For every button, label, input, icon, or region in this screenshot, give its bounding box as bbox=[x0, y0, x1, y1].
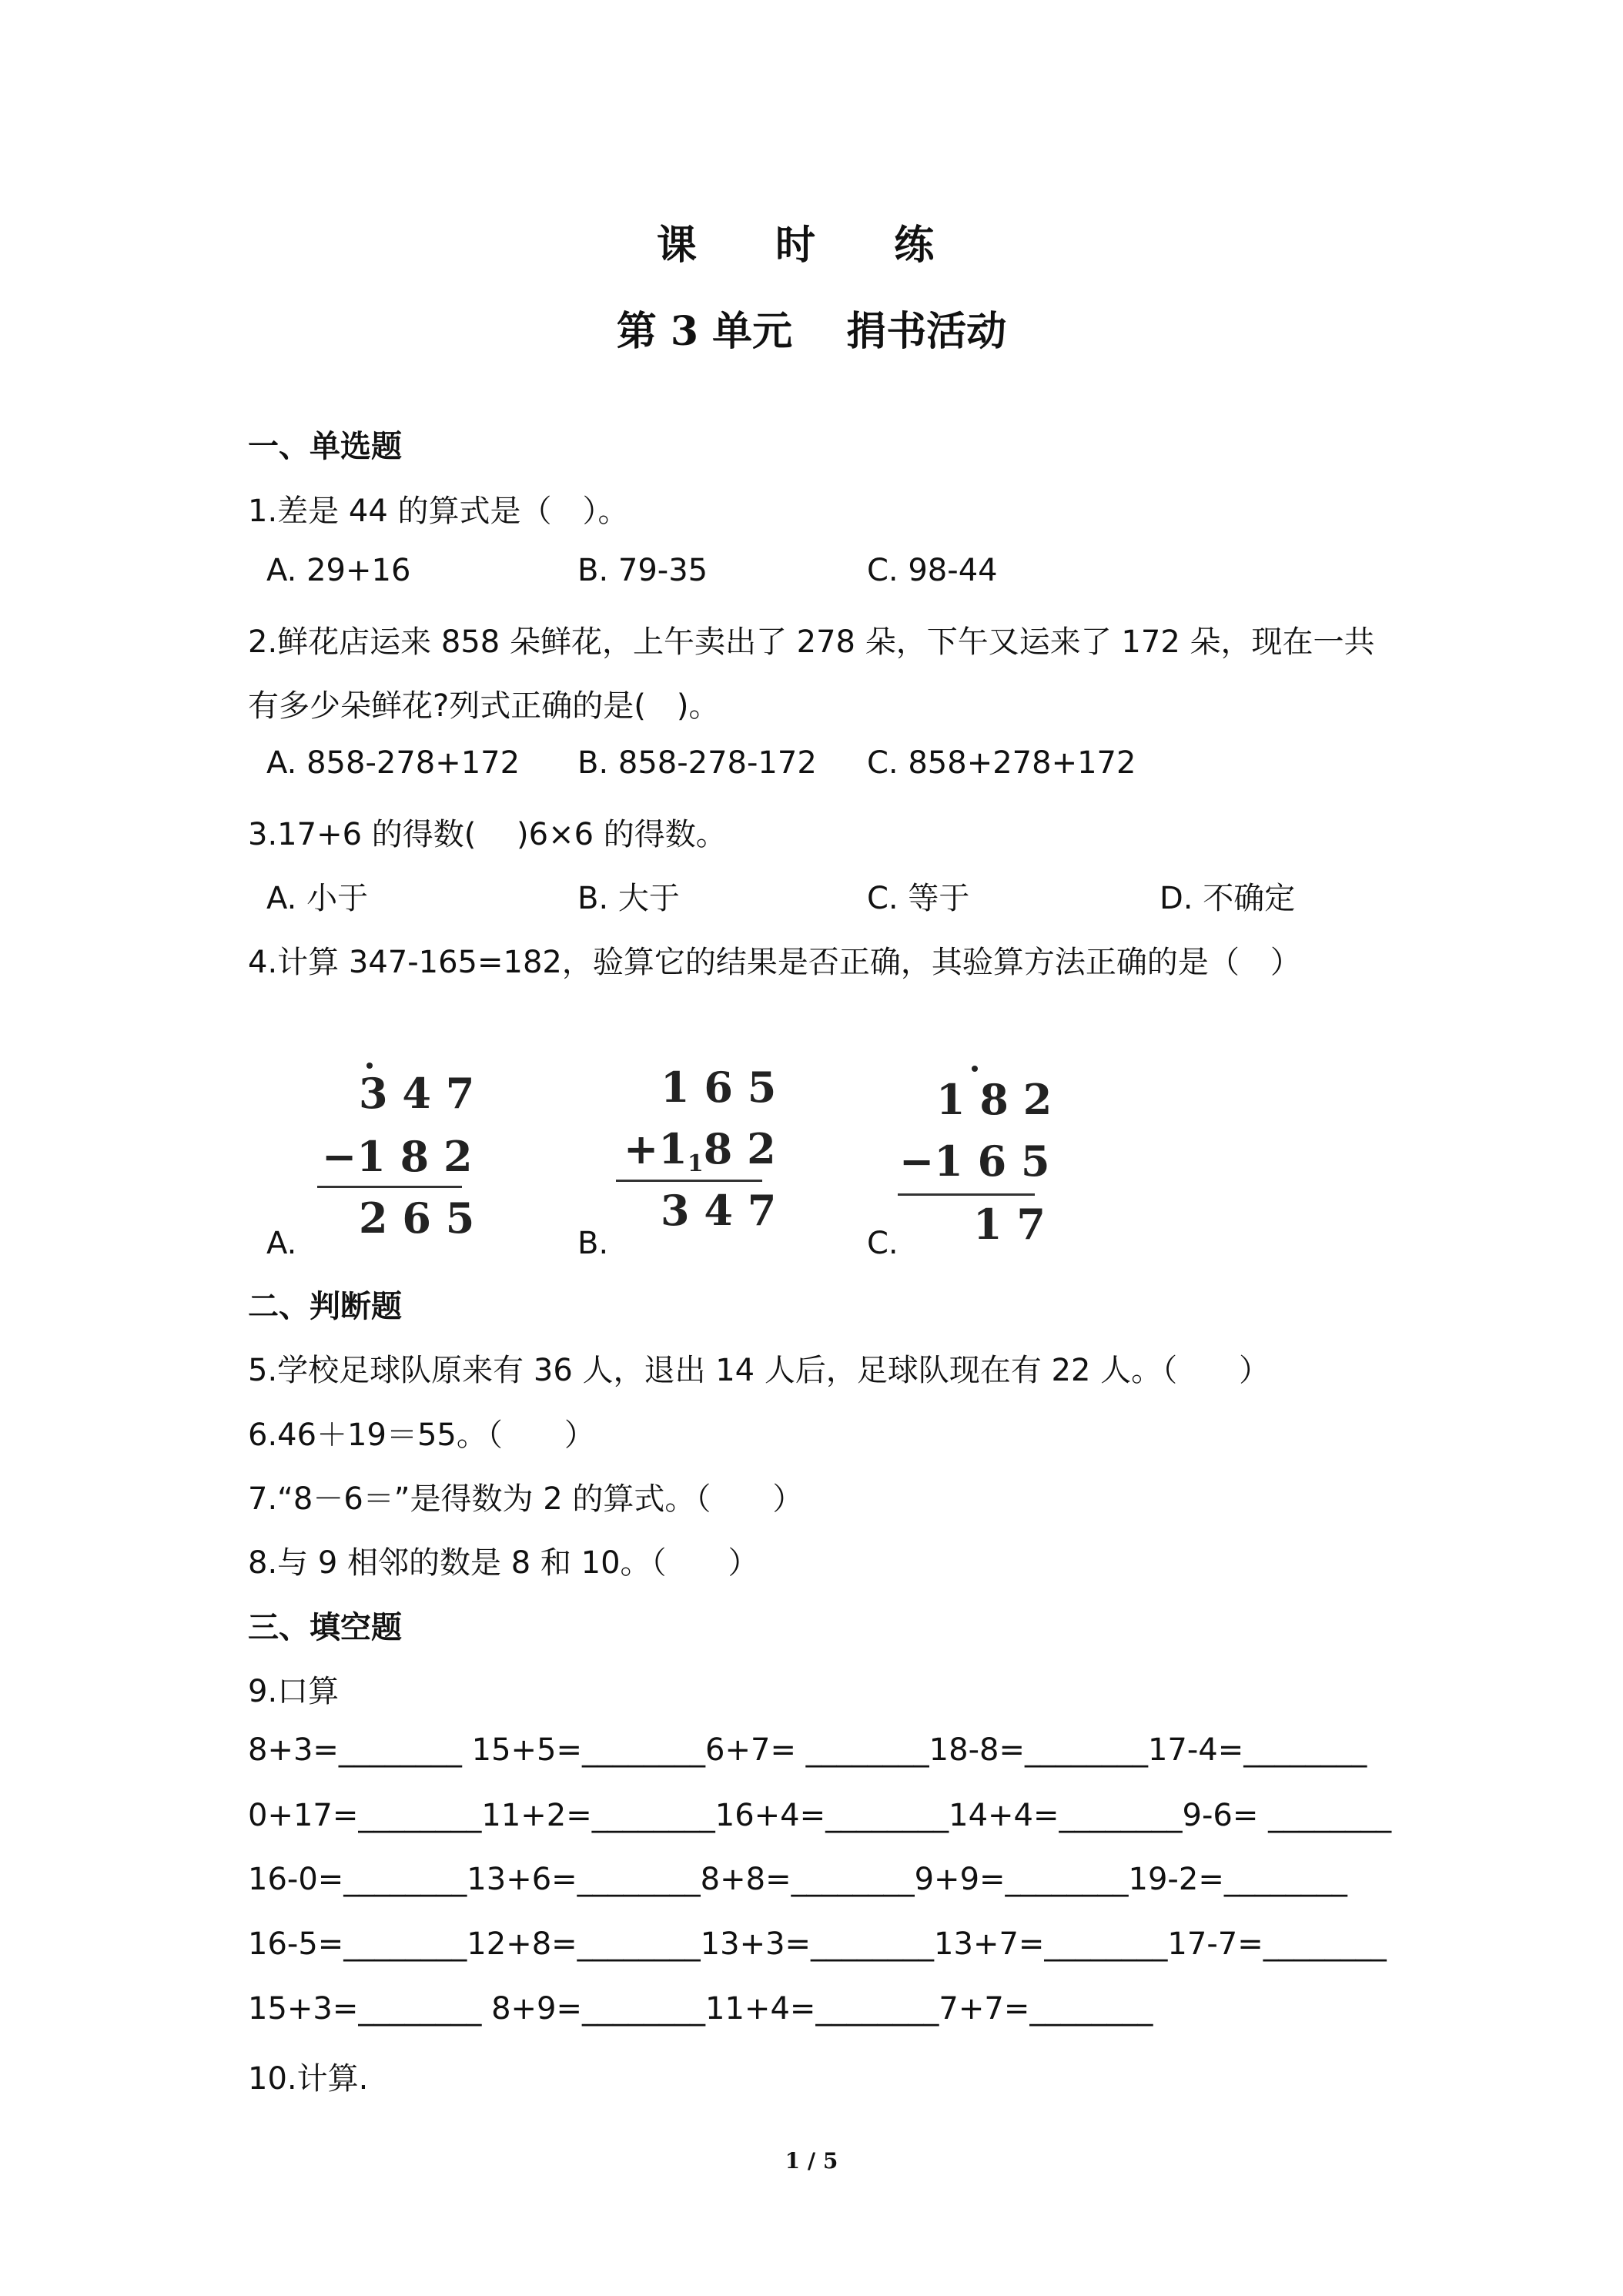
mental-math-row-5: 15+3=________ 8+9=________11+4=________7+7=________ bbox=[248, 1991, 1153, 2027]
calc-c-bottom: 1 7 bbox=[973, 1200, 1046, 1249]
unit-subtitle: 第 3 单元 捐书活动 bbox=[616, 308, 1007, 355]
question-8: 8.与 9 相邻的数是 8 和 10。（ ） bbox=[248, 1545, 759, 1581]
q4-label-c: C. bbox=[867, 1226, 899, 1261]
calc-a-top: 3 4 7 bbox=[359, 1069, 475, 1118]
q3-option-b: B. 大于 bbox=[577, 881, 680, 916]
borrow-dot bbox=[366, 1063, 373, 1069]
q4-label-b: B. bbox=[577, 1226, 609, 1261]
calc-b-mid-pre: +1 bbox=[624, 1124, 688, 1173]
worksheet-title: 课 时 练 bbox=[656, 222, 967, 269]
calc-b-top: 1 6 5 bbox=[661, 1063, 777, 1112]
carry-digit: 1 bbox=[687, 1150, 704, 1177]
q1-option-a: A. 29+16 bbox=[266, 553, 411, 588]
q1-option-b: B. 79-35 bbox=[577, 553, 708, 588]
calc-b-mid bbox=[624, 1124, 776, 1177]
question-9: 9.口算 bbox=[248, 1674, 340, 1709]
calc-a-mid: −1 8 2 bbox=[322, 1132, 473, 1181]
calc-b-mid-post: 8 2 bbox=[703, 1124, 776, 1173]
calc-c-top: 1 8 2 bbox=[936, 1075, 1052, 1124]
calc-a-rule bbox=[317, 1186, 462, 1188]
section-heading-fill-in: 三、填空题 bbox=[248, 1610, 402, 1645]
q3-option-c: C. 等于 bbox=[867, 881, 970, 916]
q2-option-a: A. 858-278+172 bbox=[266, 745, 520, 781]
section-heading-single-choice: 一、单选题 bbox=[248, 429, 402, 464]
question-7: 7.“8－6＝”是得数为 2 的算式。（ ） bbox=[248, 1481, 804, 1517]
q3-option-d: D. 不确定 bbox=[1160, 881, 1296, 916]
calc-c-rule bbox=[898, 1193, 1035, 1196]
mental-math-row-2: 0+17=________11+2=________16+4=________14+4=________9-6= ________ bbox=[248, 1798, 1392, 1833]
question-6: 6.46＋19＝55。（ ） bbox=[248, 1417, 595, 1453]
q4-label-a: A. bbox=[266, 1226, 297, 1261]
question-10: 10.计算. bbox=[248, 2061, 369, 2097]
mental-math-row-4: 16-5=________12+8=________13+3=________13+7=________17-7=________ bbox=[248, 1926, 1387, 1962]
calc-b-rule bbox=[616, 1180, 762, 1182]
mental-math-row-3: 16-0=________13+6=________8+8=________9+9=________19-2=________ bbox=[248, 1862, 1347, 1897]
question-5: 5.学校足球队原来有 36 人，退出 14 人后，足球队现在有 22 人。（ ） bbox=[248, 1353, 1270, 1388]
calc-c-mid: −1 6 5 bbox=[899, 1136, 1050, 1186]
question-4: 4.计算 347-165=182，验算它的结果是否正确，其验算方法正确的是（ ） bbox=[248, 945, 1301, 980]
question-3: 3.17+6 的得数( )6×6 的得数。 bbox=[248, 817, 727, 852]
q3-option-a: A. 小于 bbox=[266, 881, 369, 916]
page-number: 1 / 5 bbox=[785, 2148, 838, 2174]
question-2-line-2: 有多少朵鲜花?列式正确的是( )。 bbox=[248, 688, 720, 724]
calc-b-bottom: 3 4 7 bbox=[661, 1186, 777, 1235]
q2-option-b: B. 858-278-172 bbox=[577, 745, 817, 781]
calc-a-bottom: 2 6 5 bbox=[359, 1193, 475, 1243]
question-2-line-1: 2.鲜花店运来 858 朵鲜花，上午卖出了 278 朵，下午又运来了 172 朵，现在一共 bbox=[248, 624, 1375, 660]
mental-math-row-1: 8+3=________ 15+5=________6+7= ________18-8=________17-4=________ bbox=[248, 1732, 1367, 1768]
section-heading-true-false: 二、判断题 bbox=[248, 1289, 402, 1324]
question-1: 1.差是 44 的算式是（ ）。 bbox=[248, 494, 629, 529]
borrow-dot bbox=[972, 1066, 978, 1072]
q1-option-c: C. 98-44 bbox=[867, 553, 998, 588]
q2-option-c: C. 858+278+172 bbox=[867, 745, 1136, 781]
